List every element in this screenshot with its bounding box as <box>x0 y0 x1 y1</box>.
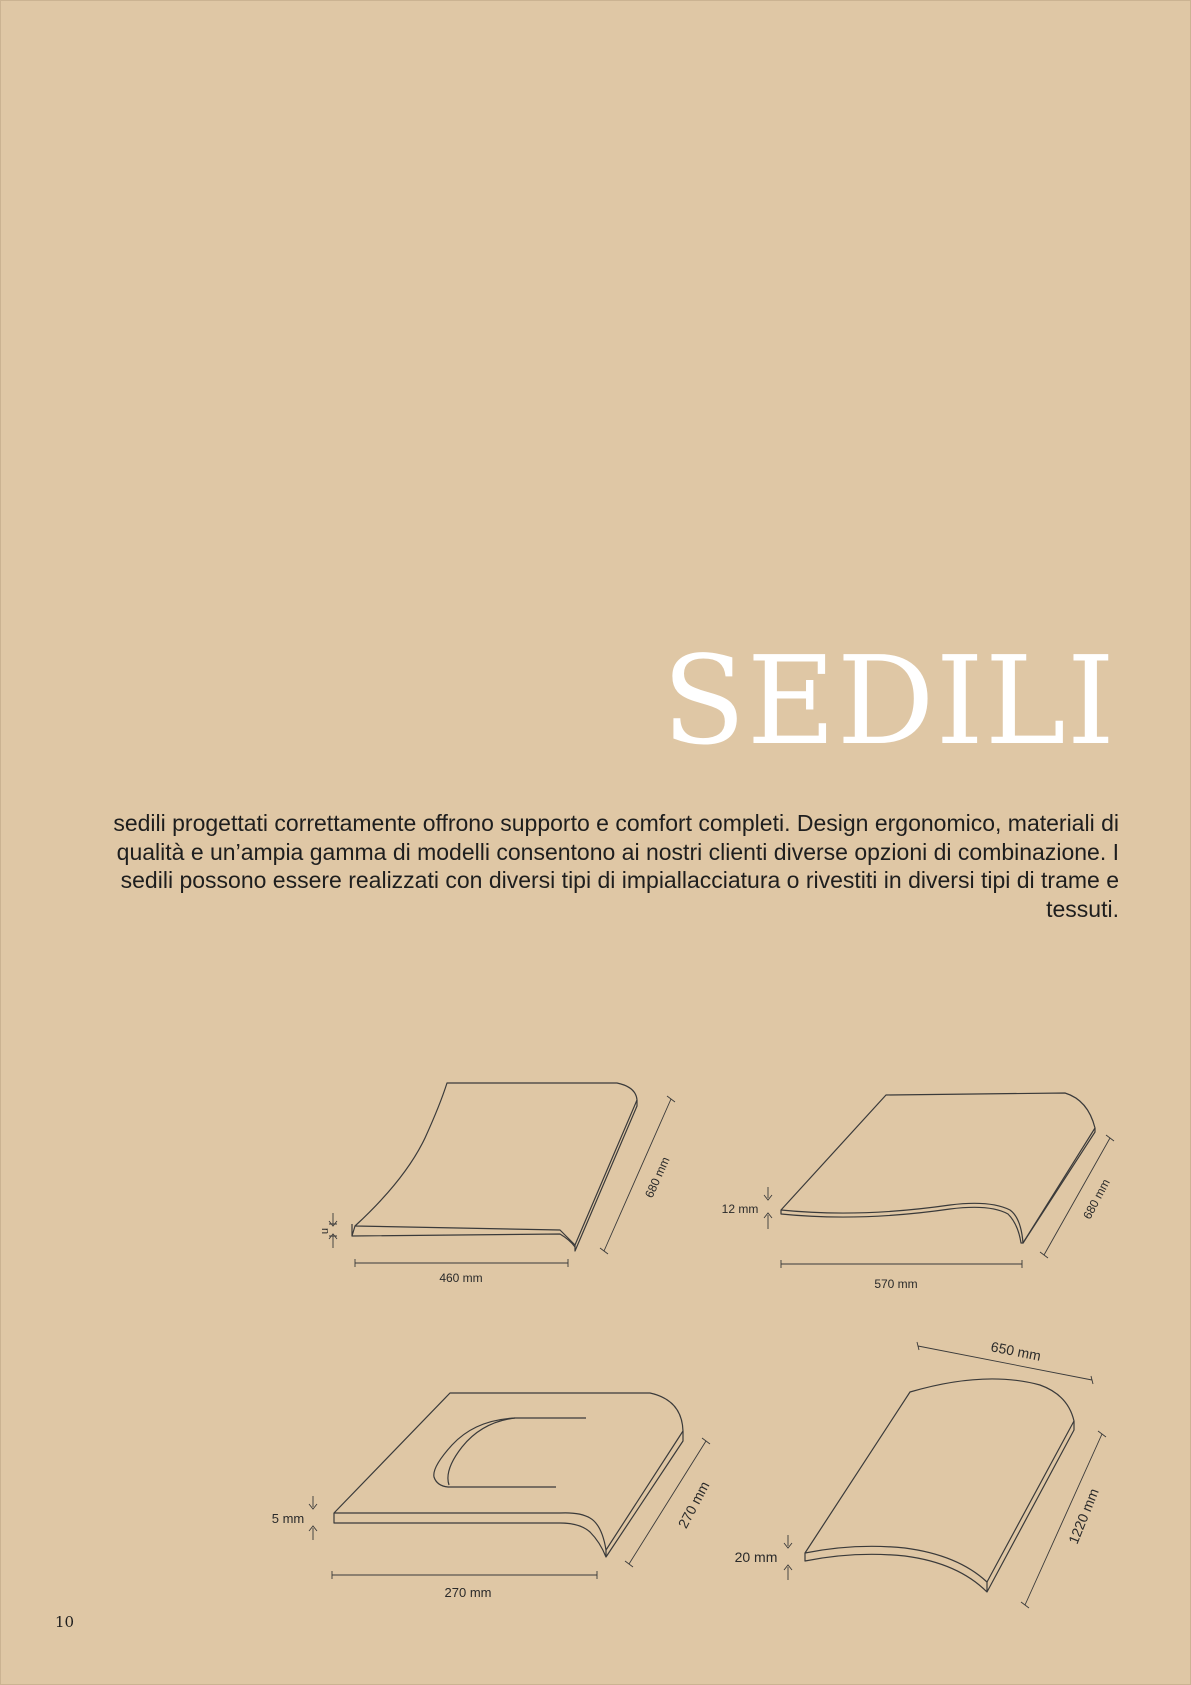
seat-2-depth: 680 mm <box>1080 1176 1113 1222</box>
seat-4-width: 650 mm <box>989 1338 1043 1364</box>
seat-1-depth: 680 mm <box>642 1154 673 1201</box>
seat-1-width: 460 mm <box>439 1271 483 1285</box>
seat-4-thickness: 20 mm <box>734 1549 778 1565</box>
page-title: SEDILI <box>662 630 1116 772</box>
seat-2-thickness: 12 mm <box>721 1202 759 1216</box>
intro-paragraph: sedili progettati correttamente offrono supporto e comfort completi. Design ergonomico, materiali di qualità e un’ampia gamma di modelli consentono ai nostri clienti diverse opzioni di combinazione. I sedili possono essere realizzati con diversi tipi di impiallacciatura o rivestiti in diversi tipi di trame e tessuti. <box>113 810 1119 922</box>
seat-drawing-3 <box>272 1393 713 1600</box>
seat-1-thickness: n <box>319 1227 331 1235</box>
seat-drawing-1 <box>319 1083 675 1285</box>
seat-drawing-2 <box>722 1093 1114 1291</box>
seat-3-depth: 270 mm <box>674 1478 713 1531</box>
seat-3-thickness: 5 mm <box>271 1511 305 1526</box>
seat-2-width: 570 mm <box>874 1277 918 1291</box>
seat-4-depth: 1220 mm <box>1065 1486 1102 1547</box>
seat-drawing-4 <box>735 1338 1106 1608</box>
page-number: 10 <box>55 1613 75 1631</box>
seat-3-width: 270 mm <box>444 1585 492 1600</box>
